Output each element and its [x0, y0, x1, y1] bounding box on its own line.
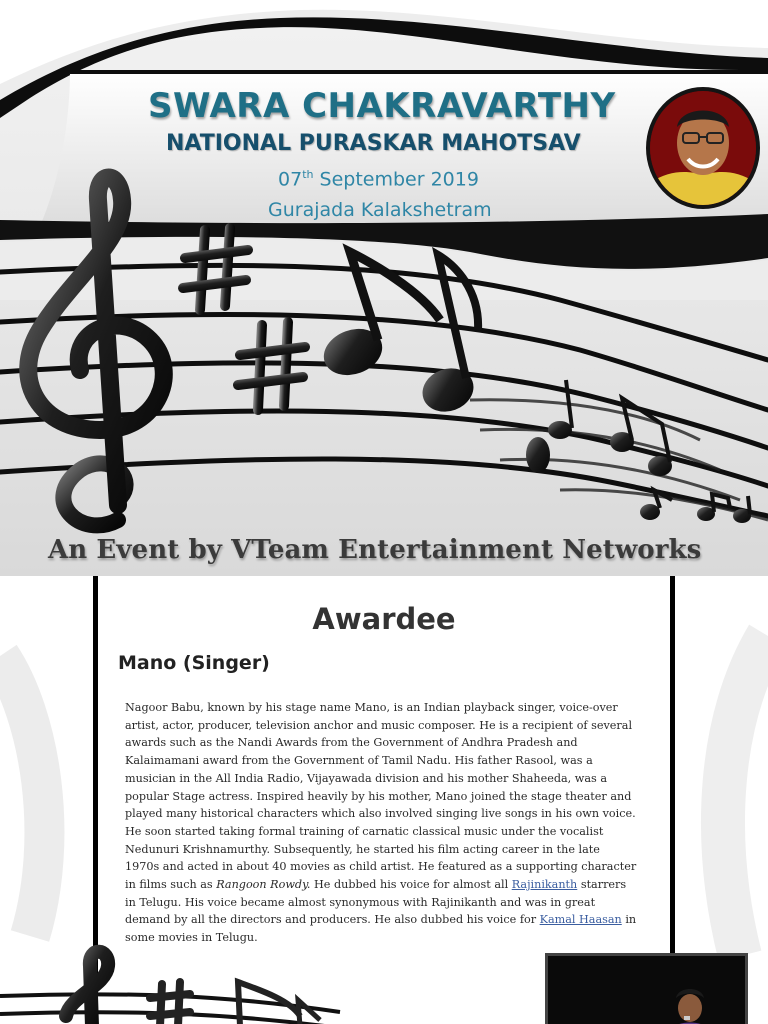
sharp-symbol-3: [150, 982, 190, 1024]
performer-photo: [545, 953, 748, 1024]
bottom-music-notes-artwork: [0, 936, 400, 1024]
honoree-portrait: [646, 87, 760, 209]
bio-film-title: Rangoon Rowdy.: [216, 878, 311, 892]
event-subtitle: NATIONAL PURASKAR MAHOTSAV: [166, 131, 581, 156]
event-venue: Gurajada Kalakshetram: [268, 199, 492, 221]
rajinikanth-link[interactable]: Rajinikanth: [511, 878, 578, 892]
date-month-year: September 2019: [313, 168, 479, 191]
singer-photo-icon: [548, 956, 745, 1024]
event-organizer-tagline: An Event by VTeam Entertainment Networks: [48, 535, 702, 565]
bio-text-1: Nagoor Babu, known by his stage name Mano, is an Indian playback singer, voice-over artist, actor, producer, television anchor and music composer. He is a recipient of several awards such as the Nandi Awards from the Government of Andhra Pradesh and Kalaimamani award from the Government of Tamil Nadu. His father Rasool, was a musician in the All India Radio, Vijayawada division and his mother Shaheeda, was a popular Stage actress. Inspired heavily by his mother, Mano joined the stage theater and played many historical characters which also involved singing live songs in his own voice. He soon started taking formal training of carnatic classical music under the vocalist Nedunuri Krishnamurthy. Subsequently, he started his film acting career in the late 1970s and acted in about 40 movies as child artist. He featured as a supporting character in films such as: [125, 701, 637, 892]
bio-text-2: He dubbed his voice for almost all: [310, 878, 512, 892]
person-photo-icon: [650, 91, 756, 205]
date-suffix: th: [302, 168, 314, 181]
awardee-heading: Awardee: [312, 602, 456, 636]
event-title: SWARA CHAKRAVARTHY: [148, 86, 616, 126]
awardee-slide: [0, 576, 768, 1024]
awardee-biography: [125, 699, 637, 947]
date-day: 07: [278, 168, 303, 191]
sharp-symbol-2: [238, 322, 305, 410]
awardee-name: Mano (Singer): [118, 652, 270, 674]
kamal-haasan-link[interactable]: Kamal Haasan: [539, 913, 622, 927]
bio-text-3: starrers in Telugu. His voice became almost synonymous with Rajinikanth and was in great demand by all the directors and producers. He also dubbed his voice for: [125, 878, 627, 927]
event-date: [278, 168, 479, 190]
bio-text-4: in some movies in Telugu.: [125, 913, 637, 945]
